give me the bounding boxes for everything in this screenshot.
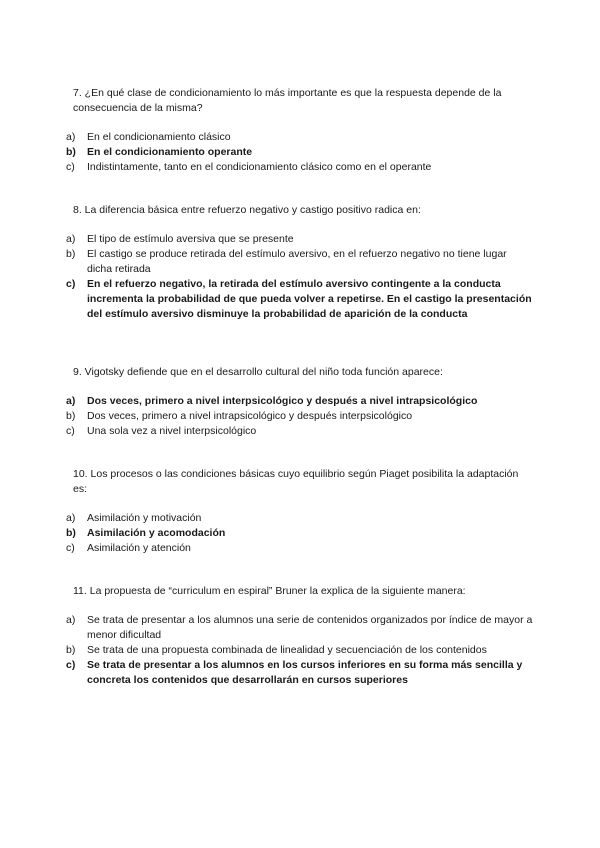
option-c-correct (66, 277, 533, 322)
option-b (66, 409, 533, 424)
option-a (66, 232, 533, 247)
option-text: El tipo de estímulo aversiva que se presente (87, 233, 294, 245)
question-10 (66, 467, 533, 556)
option-text: Asimilación y atención (87, 542, 191, 554)
option-text: Dos veces, primero a nivel interpsicológico y después a nivel intrapsicológico (87, 395, 478, 407)
option-letter: c) (66, 659, 76, 671)
question-text: 9. Vigotsky defiende que en el desarrollo cultural del niño toda función aparece: (73, 366, 443, 378)
option-letter: b) (66, 410, 76, 422)
option-letter: b) (66, 248, 76, 260)
question-text: 8. La diferencia básica entre refuerzo negativo y castigo positivo radica en: (73, 204, 421, 216)
option-a (66, 613, 533, 643)
option-b (66, 247, 533, 277)
option-letter: b) (66, 644, 76, 656)
option-text: En el condicionamiento operante (87, 146, 253, 158)
question-9 (66, 365, 533, 439)
option-letter: c) (66, 542, 75, 554)
option-a (66, 130, 533, 145)
option-b-correct (66, 145, 533, 160)
answer-options (66, 613, 533, 688)
option-letter: c) (66, 278, 76, 290)
option-c (66, 424, 533, 439)
option-letter: a) (66, 131, 76, 143)
option-letter: a) (66, 395, 76, 407)
question-text: 11. La propuesta de “curriculum en espiral” Bruner la explica de la siguiente manera: (73, 585, 466, 597)
question-text: 7. ¿En qué clase de condicionamiento lo más importante es que la respuesta depende de la consecuencia de la misma? (73, 87, 502, 114)
option-c (66, 160, 533, 175)
option-c (66, 541, 533, 556)
option-a-correct (66, 394, 533, 409)
answer-options (66, 130, 533, 175)
question-text: 10. Los procesos o las condiciones básicas cuyo equilibrio según Piaget posibilita la adaptación es: (73, 468, 519, 495)
option-letter: c) (66, 425, 75, 437)
question-8 (66, 203, 533, 322)
option-b (66, 643, 533, 658)
option-text: Indistintamente, tanto en el condicionamiento clásico como en el operante (87, 161, 432, 173)
option-letter: b) (66, 527, 76, 539)
option-text: Asimilación y motivación (87, 512, 202, 524)
option-letter: b) (66, 146, 76, 158)
option-text: Se trata de una propuesta combinada de linealidad y secuenciación de los contenidos (87, 644, 487, 656)
question-11 (66, 584, 533, 688)
option-letter: a) (66, 512, 76, 524)
option-letter: a) (66, 233, 76, 245)
option-text: Una sola vez a nivel interpsicológico (87, 425, 257, 437)
option-text: Se trata de presentar a los alumnos en los cursos inferiores en su forma más sencilla y concreta los contenidos que desarrollarán en cursos superiores (87, 659, 523, 686)
option-letter: c) (66, 161, 75, 173)
answer-options (66, 394, 533, 439)
option-text: Asimilación y acomodación (87, 527, 226, 539)
option-text: El castigo se produce retirada del estímulo aversivo, en el refuerzo negativo no tiene lugar dicha retirada (87, 248, 507, 275)
option-a (66, 511, 533, 526)
answer-options (66, 232, 533, 322)
answer-options (66, 511, 533, 556)
option-c-correct (66, 658, 533, 688)
option-text: En el condicionamiento clásico (87, 131, 231, 143)
option-b-correct (66, 526, 533, 541)
question-7 (66, 86, 533, 175)
option-text: Se trata de presentar a los alumnos una serie de contenidos organizados por índice de mayor a menor dificultad (87, 614, 533, 641)
option-text: Dos veces, primero a nivel intrapsicológico y después interpsicológico (87, 410, 413, 422)
option-text: En el refuerzo negativo, la retirada del estímulo aversivo contingente a la conducta incrementa la probabilidad de que pueda volver a repetirse. En el castigo la presentación del estímulo aversivo disminuye la probabilidad de aparición de la conducta (87, 278, 532, 320)
option-letter: a) (66, 614, 76, 626)
